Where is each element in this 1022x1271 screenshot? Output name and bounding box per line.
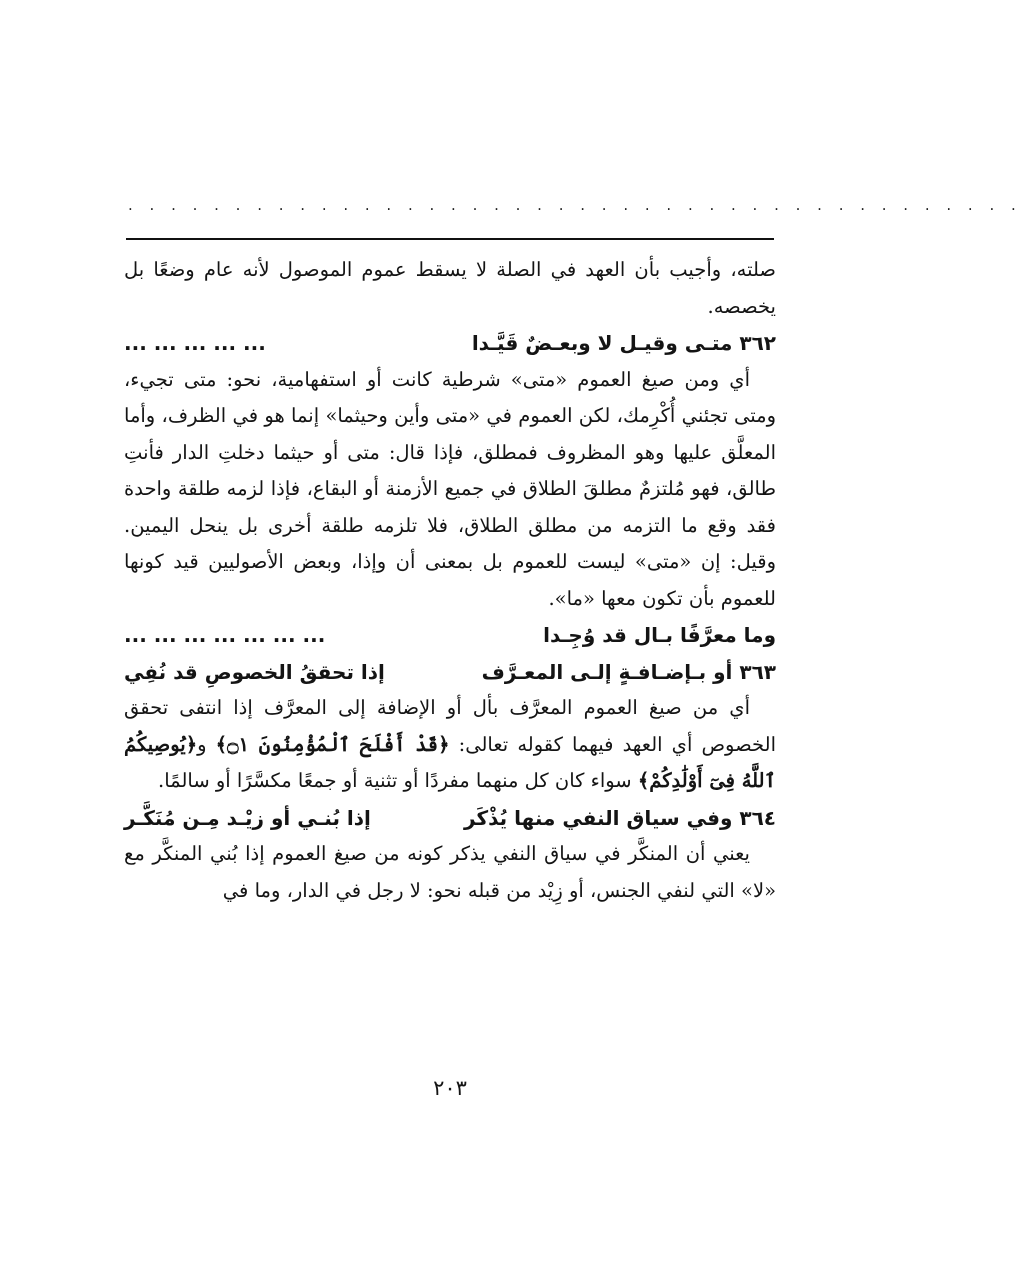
header-rule — [126, 238, 774, 240]
commentary-363-text-a: أي من صيغ العموم المعرَّف بأل أو الإضافة إلى المعرَّف إذا انتفى تحقق الخصوص أي العهد فيهما كقوله تعالى: — [124, 696, 776, 756]
verse-364 — [124, 800, 776, 837]
page-body — [124, 252, 776, 909]
paragraph-continuation: صلته، وأجيب بأن العهد في الصلة لا يسقط عموم الموصول لأنه عام وضعًا بل يخصصه. — [124, 258, 776, 318]
verse-363-line-2 — [124, 654, 776, 691]
commentary-363-text-c: سواء كان كل منهما مفردًا أو تثنية أو جمعًا مكسَّرًا أو سالمًا. — [158, 769, 632, 792]
quran-quote-1: ﴿قَدْ أَفْلَحَ ٱلْمُؤْمِنُونَ ۝١﴾ — [215, 732, 450, 756]
verse-362 — [124, 325, 776, 362]
header-dotted-line: . . . . . . . . . . . . . . . . . . . . . . . . . . . . . . . . . . . . . . . . . . — [128, 196, 1022, 214]
verse-364-second-hemistich: إذا بُنـي أو زيْـد مِـن مُنَكَّـر — [124, 805, 371, 830]
verse-363-line-1 — [124, 617, 776, 654]
verse-364-first-hemistich: ٣٦٤ وفي سياق النفي منها يُذْكَر — [464, 805, 776, 830]
verse-362-second-hemistich: ... ... ... ... ... — [124, 331, 266, 355]
page-number: ٢٠٣ — [433, 1076, 467, 1100]
verse-363a-first-hemistich: وما معرَّفًا بـال قد وُجِـدا — [543, 623, 776, 647]
commentary-363-text-b: و — [197, 732, 207, 756]
quran-quote-2: ﴿يُوصِيكُمُ ٱللَّهُ فِىٓ أَوْلَٰدِكُمْ﴾ — [124, 732, 776, 792]
commentary-362: أي ومن صيغ العموم «متى» شرطية كانت أو استفهامية، نحو: متى تجيء، ومتى تجئني أُكْرِمك، لكن العموم في «متى وأين وحيثما» إنما هو في الظرف، وأما المعلَّق عليها وهو المظروف فمطلق، فإذا قال: متى أو حيثما دخلتِ الدار فأنتِ طالق، فهو مُلتزمٌ مطلقَ الطلاق في جميع الأزمنة أو البقاع، فإذا لزمه طلقة واحدة فقد وقع ما التزمه من مطلق الطلاق، فلا تلزمه طلقة أخرى بل ينحل اليمين. وقيل: إن «متى» ليست للعموم بل بمعنى أن وإذا، وبعض الأصوليين قيد كونها للعموم بأن تكون معها «ما». — [124, 367, 776, 610]
verse-363b-second-hemistich: إذا تحققُ الخصوصِ قد نُفِي — [124, 659, 385, 684]
commentary-364: يعني أن المنكَّر في سياق النفي يذكر كونه من صيغ العموم إذا بُني المنكَّر مع «لا» التي لنفي الجنس، أو زِيْد من قبله نحو: لا رجل في الدار، وما في — [124, 842, 776, 902]
verse-363a-second-hemistich: ... ... ... ... ... ... ... — [124, 623, 326, 647]
verse-362-first-hemistich: ٣٦٢ متـى وقيـل لا وبعـضٌ قَيَّـدا — [471, 331, 776, 355]
commentary-363 — [124, 690, 776, 800]
verse-363b-first-hemistich: ٣٦٣ أو بـإضـافـةٍ إلـى المعـرَّف — [481, 659, 776, 684]
